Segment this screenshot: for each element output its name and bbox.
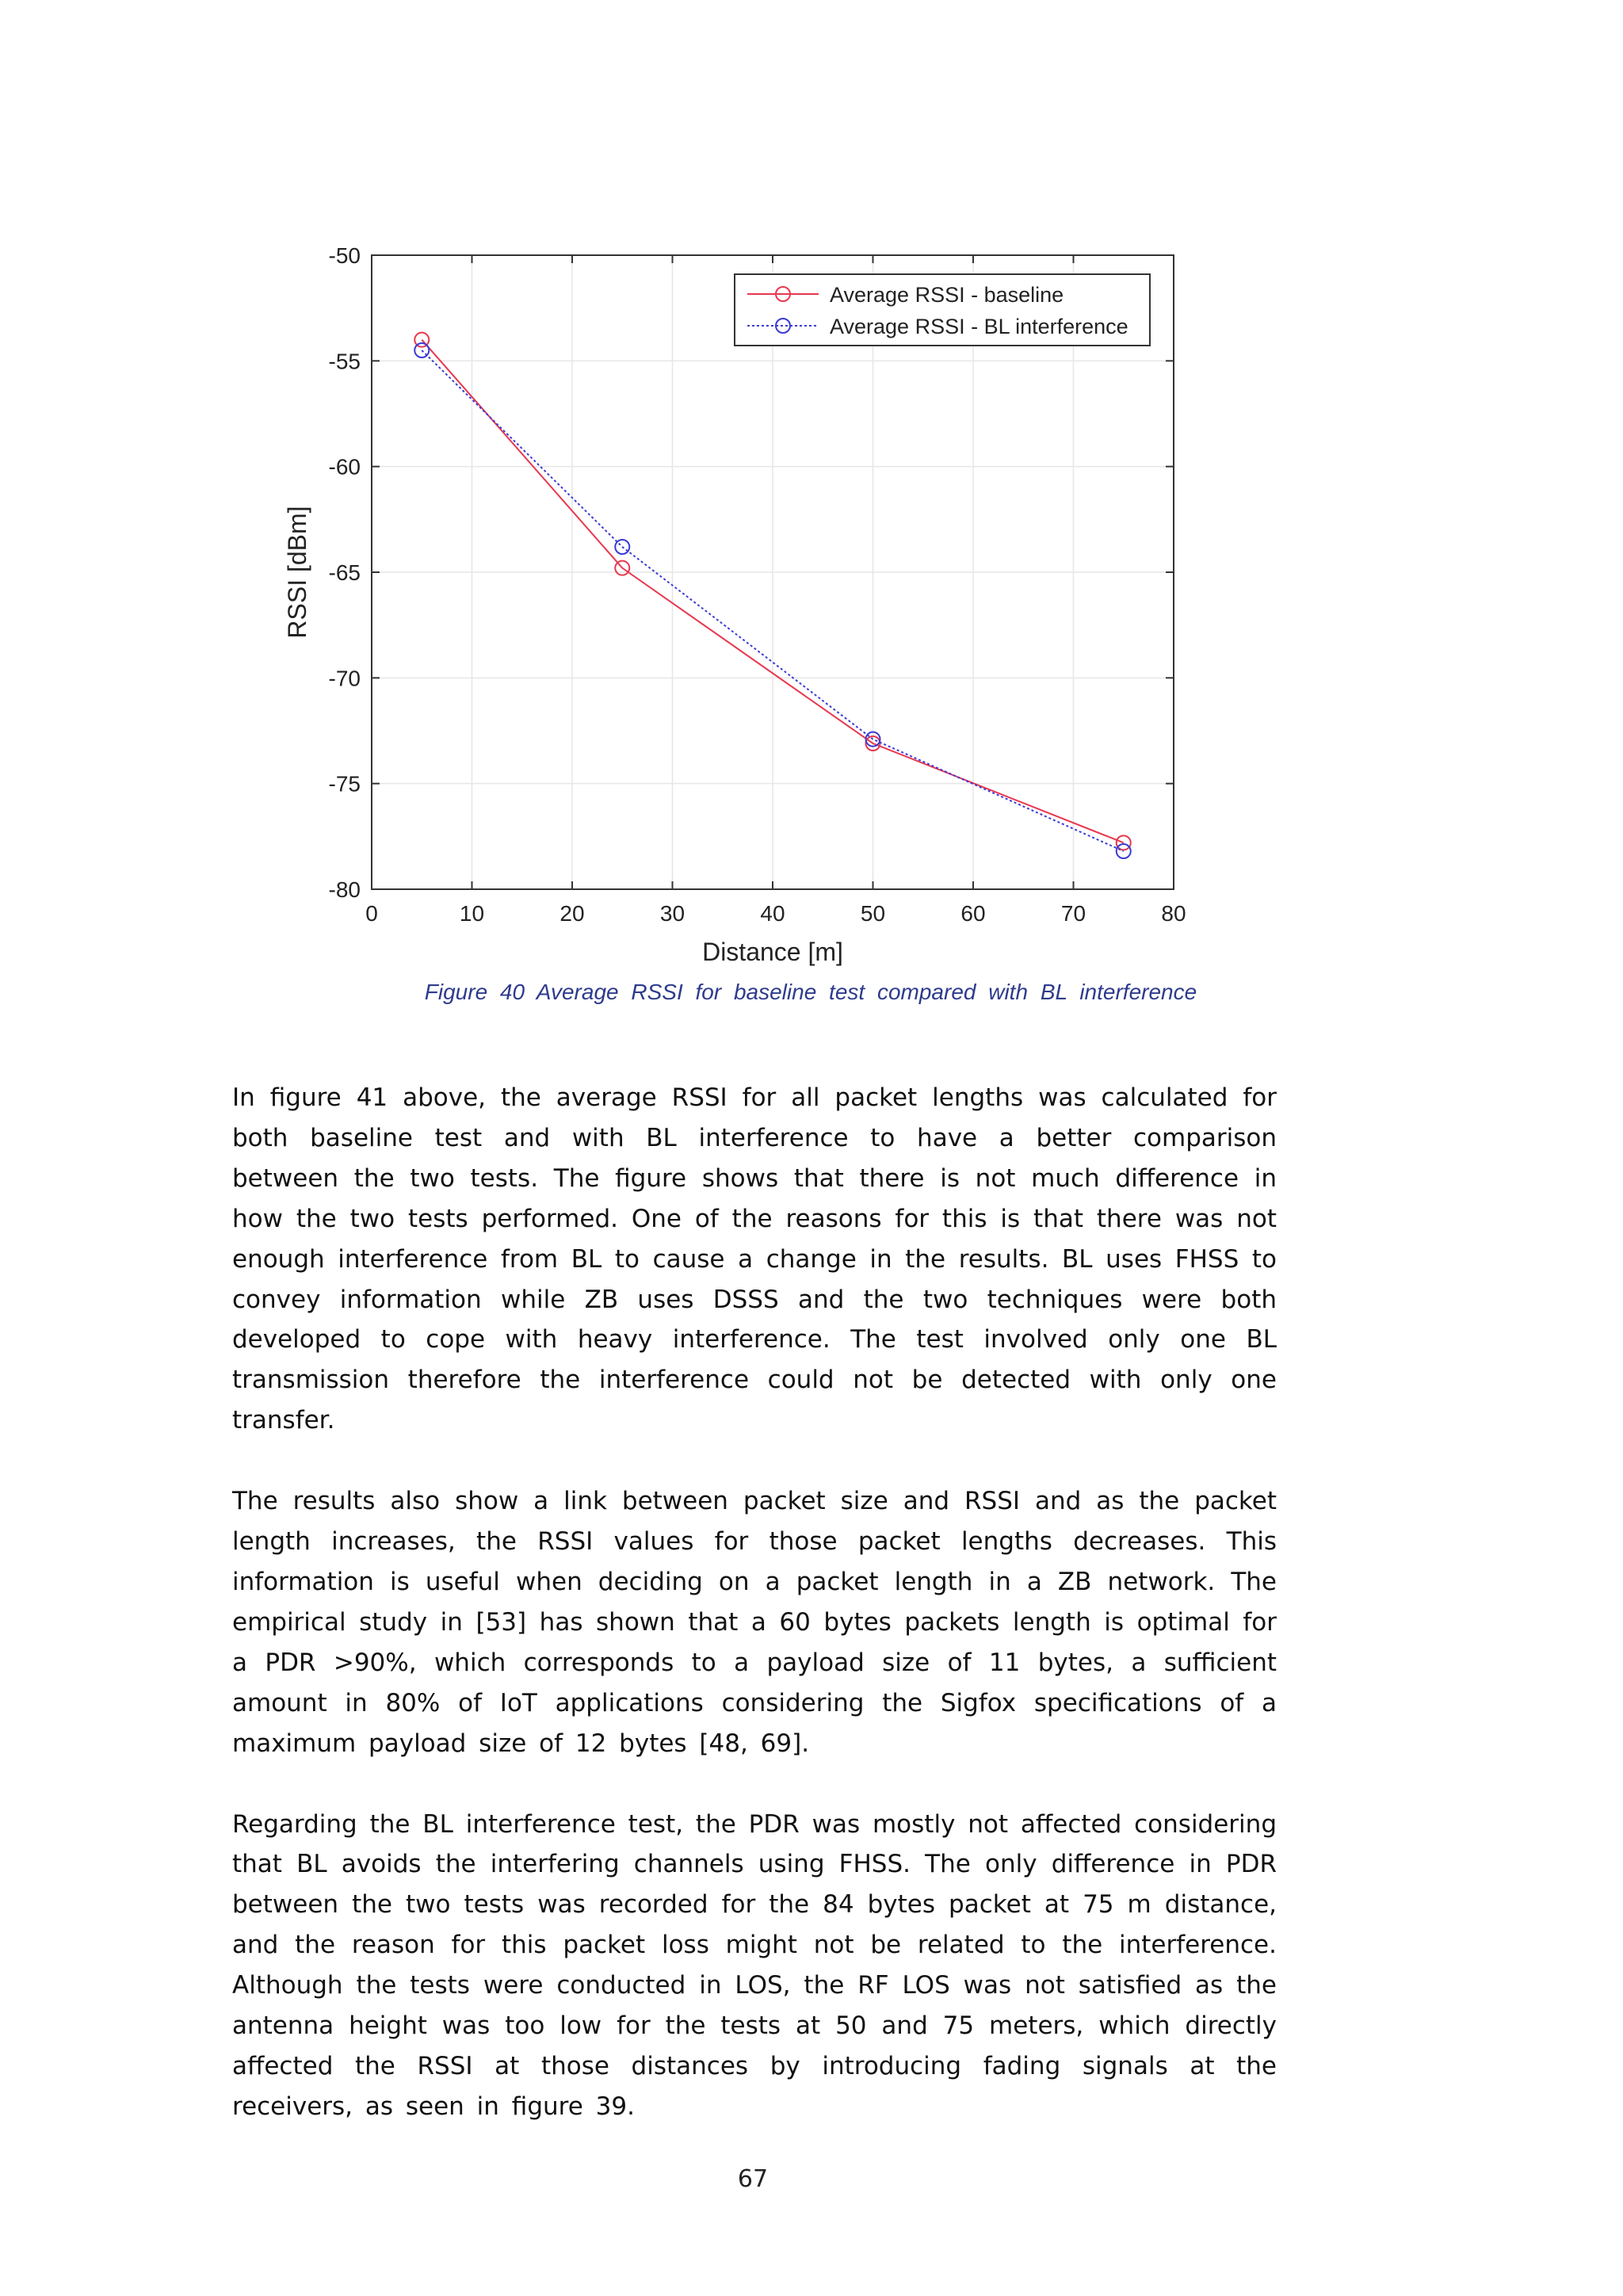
figure-caption: Figure 40 Average RSSI for baseline test compared with BL interference (424, 980, 1197, 1004)
y-tick-label: -50 (328, 243, 361, 268)
body-text (232, 1078, 1277, 2168)
legend-label-1: Average RSSI - baseline (830, 283, 1064, 307)
y-axis-label: RSSI [dBm] (283, 506, 311, 639)
x-tick-label: 50 (860, 901, 886, 926)
x-tick-label: 30 (659, 901, 685, 926)
y-tick-label: -60 (328, 454, 361, 479)
y-tick-label: -65 (328, 560, 361, 585)
rssi-chart-svg (277, 230, 1205, 975)
x-tick-label: 40 (760, 901, 785, 926)
x-tick-label: 20 (559, 901, 585, 926)
x-tick-label: 60 (960, 901, 986, 926)
y-tick-label: -55 (328, 349, 361, 374)
rssi-chart (277, 230, 1205, 975)
x-tick-label: 70 (1060, 901, 1086, 926)
x-tick-label: 80 (1161, 901, 1186, 926)
chart-legend (735, 274, 1150, 346)
paragraph-2: The results also show a link between packet size and RSSI and as the packet length increases, the RSSI values for those packet lengths decreases. This information is useful when deciding on a packet length in a ZB network. The empirical study in [53] has shown that a 60 bytes packets length is optimal for a PDR >90%, which corresponds to a payload size of 11 bytes, a sufficient amount in 80% of IoT applications considering the Sigfox specifications of a maximum payload size of 12 bytes [48, 69]. (232, 1487, 1277, 1758)
y-tick-label: -75 (328, 771, 361, 797)
chart-grid (372, 255, 1174, 889)
page-number: 67 (737, 2165, 769, 2193)
y-tick-label: -80 (328, 877, 361, 902)
paragraph-1: In figure 41 above, the average RSSI for all packet lengths was calculated for both baseline test and with BL interference to have a better comparison between the two tests. The figure shows that there is not much difference in how the two tests performed. One of the reasons for this is that there was not enough interference from BL to cause a change in the results. BL uses FHSS to convey information while ZB uses DSSS and the two techniques were both developed to cope with heavy interference. The test involved only one BL transmission therefore the interference could not be detected with only one transfer. (232, 1083, 1277, 1435)
legend-label-2: Average RSSI - BL interference (830, 315, 1128, 338)
x-axis-label: Distance [m] (702, 938, 843, 966)
x-tick-label: 0 (365, 901, 378, 926)
x-tick-label: 10 (459, 901, 485, 926)
paragraph-3: Regarding the BL interference test, the PDR was mostly not affected considering that BL avoids the interfering channels using FHSS. The only difference in PDR between the two tests was recorded for the 84 bytes packet at 75 m distance, and the reason for this packet loss might not be related to the interference. Although the tests were conducted in LOS, the RF LOS was not satisfied as the antenna height was too low for the tests at 50 and 75 meters, which directly affected the RSSI at those distances by introducing fading signals at the receivers, as seen in figure 39. (232, 1809, 1277, 2121)
y-tick-label: -70 (328, 666, 361, 691)
